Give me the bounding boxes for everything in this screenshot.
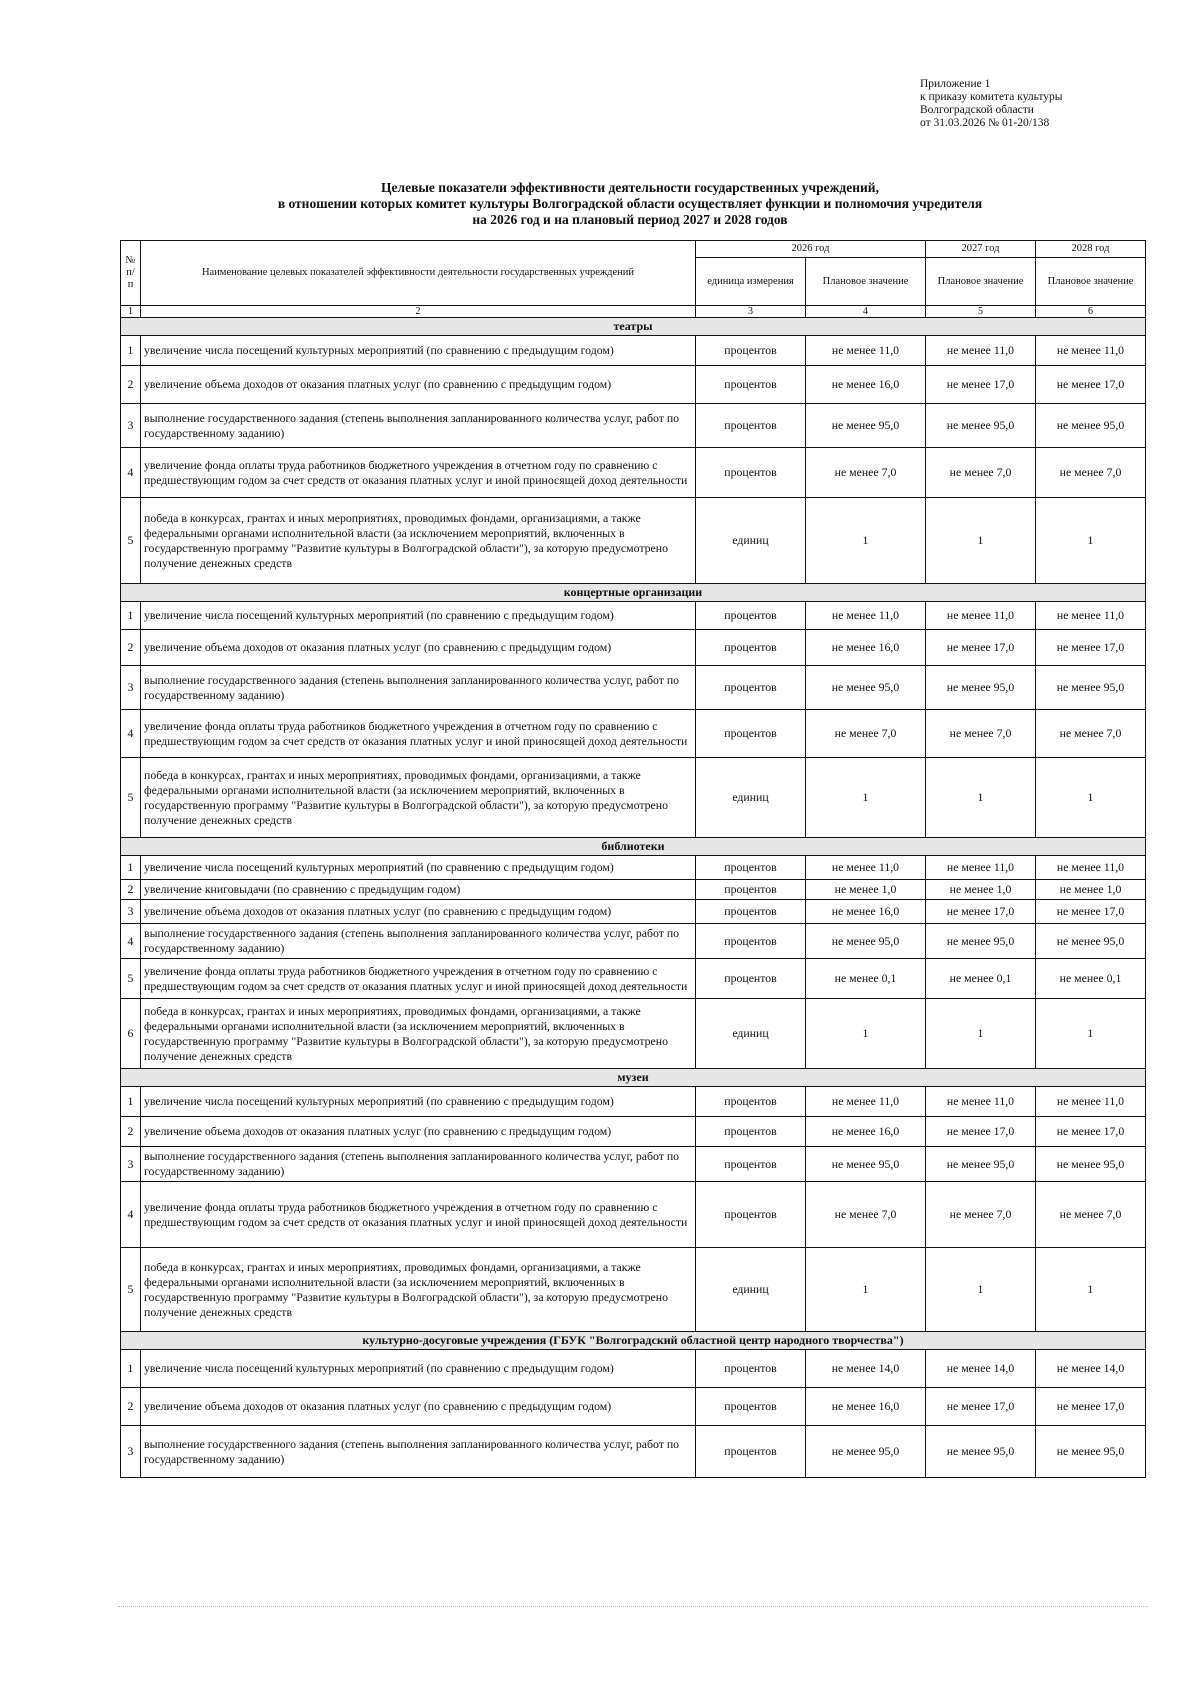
row-number: 5	[121, 498, 141, 584]
row-number: 3	[121, 666, 141, 710]
table-row	[121, 1388, 1146, 1426]
value-2026: не менее 95,0	[806, 924, 926, 959]
row-number: 2	[121, 366, 141, 404]
unit-cell: процентов	[696, 1087, 806, 1117]
row-number: 1	[121, 602, 141, 630]
row-number: 4	[121, 1182, 141, 1248]
value-2028: не менее 95,0	[1036, 1426, 1146, 1478]
value-2027: 1	[926, 758, 1036, 838]
section-header-row	[121, 318, 1146, 336]
value-2026: не менее 16,0	[806, 900, 926, 924]
unit-cell: процентов	[696, 1117, 806, 1147]
value-2028: 1	[1036, 498, 1146, 584]
table-row	[121, 1087, 1146, 1117]
unit-cell: единиц	[696, 758, 806, 838]
table-row	[121, 666, 1146, 710]
document-title	[110, 180, 1150, 228]
table-row	[121, 900, 1146, 924]
value-2026: не менее 16,0	[806, 1388, 926, 1426]
value-2027: не менее 17,0	[926, 630, 1036, 666]
value-2026: не менее 14,0	[806, 1350, 926, 1388]
section-header-row	[121, 838, 1146, 856]
table-row	[121, 630, 1146, 666]
value-2028: не менее 17,0	[1036, 366, 1146, 404]
unit-cell: процентов	[696, 448, 806, 498]
table-row	[121, 959, 1146, 999]
value-2027: не менее 17,0	[926, 1388, 1036, 1426]
value-2026: не менее 7,0	[806, 448, 926, 498]
table-row	[121, 924, 1146, 959]
row-number: 3	[121, 900, 141, 924]
row-number: 2	[121, 880, 141, 900]
indicators-table	[120, 240, 1146, 1478]
unit-cell: процентов	[696, 666, 806, 710]
table-row	[121, 336, 1146, 366]
value-2028: не менее 7,0	[1036, 448, 1146, 498]
section-title: театры	[121, 318, 1146, 336]
section-header-row	[121, 1332, 1146, 1350]
table-row	[121, 448, 1146, 498]
row-number: 1	[121, 1350, 141, 1388]
row-number: 4	[121, 710, 141, 758]
section-header-row	[121, 584, 1146, 602]
table-row	[121, 404, 1146, 448]
column-number: 1	[121, 306, 141, 318]
unit-cell: процентов	[696, 924, 806, 959]
appendix-line: Приложение 1	[920, 78, 991, 90]
header-year-2027: 2027 год	[926, 241, 1036, 258]
row-number: 5	[121, 1248, 141, 1332]
unit-cell: процентов	[696, 1350, 806, 1388]
page-bottom-divider	[118, 1606, 1148, 1607]
value-2027: не менее 95,0	[926, 1426, 1036, 1478]
unit-cell: процентов	[696, 1426, 806, 1478]
indicator-name: увеличение объема доходов от оказания платных услуг (по сравнению с предыдущим годом)	[141, 630, 696, 666]
value-2026: не менее 16,0	[806, 366, 926, 404]
section-title: музеи	[121, 1069, 1146, 1087]
indicator-name: увеличение фонда оплаты труда работников бюджетного учреждения в отчетном году по сравнению с предшествующим годом за счет средств от оказания платных услуг и иной приносящей доход деятельности	[141, 710, 696, 758]
table-row	[121, 1248, 1146, 1332]
value-2028: не менее 95,0	[1036, 666, 1146, 710]
row-number: 2	[121, 630, 141, 666]
unit-cell: процентов	[696, 404, 806, 448]
value-2028: 1	[1036, 758, 1146, 838]
value-2028: не менее 17,0	[1036, 1388, 1146, 1426]
row-number: 5	[121, 758, 141, 838]
value-2028: не менее 17,0	[1036, 900, 1146, 924]
table-row	[121, 1350, 1146, 1388]
unit-cell: процентов	[696, 366, 806, 404]
section-title: культурно-досуговые учреждения (ГБУК "Волгоградский областной центр народного творчества")	[121, 1332, 1146, 1350]
unit-cell: единиц	[696, 498, 806, 584]
unit-cell: процентов	[696, 856, 806, 880]
indicator-name: увеличение объема доходов от оказания платных услуг (по сравнению с предыдущим годом)	[141, 1388, 696, 1426]
value-2028: не менее 14,0	[1036, 1350, 1146, 1388]
table-row	[121, 498, 1146, 584]
value-2026: не менее 7,0	[806, 710, 926, 758]
value-2026: не менее 11,0	[806, 336, 926, 366]
header-year-2028: 2028 год	[1036, 241, 1146, 258]
unit-cell: процентов	[696, 336, 806, 366]
header-name: Наименование целевых показателей эффективности деятельности государственных учреждений	[141, 241, 696, 306]
value-2028: не менее 11,0	[1036, 1087, 1146, 1117]
table-row	[121, 710, 1146, 758]
value-2028: не менее 95,0	[1036, 1147, 1146, 1182]
title-line: Целевые показатели эффективности деятельности государственных учреждений,	[381, 180, 879, 195]
value-2026: не менее 1,0	[806, 880, 926, 900]
value-2027: не менее 7,0	[926, 448, 1036, 498]
value-2026: 1	[806, 758, 926, 838]
column-numbers-row	[121, 306, 1146, 318]
value-2026: не менее 95,0	[806, 1147, 926, 1182]
column-number: 2	[141, 306, 696, 318]
indicator-name: победа в конкурсах, грантах и иных мероприятиях, проводимых фондами, организациями, а также федеральными органами исполнительной власти (за исключением мероприятий, включенных в государственную программу "Развитие культуры в Волгоградской области"), за которую предусмотрено получение денежных средств	[141, 498, 696, 584]
row-number: 1	[121, 856, 141, 880]
header-num: № п/п	[121, 241, 141, 306]
table-row	[121, 758, 1146, 838]
row-number: 4	[121, 448, 141, 498]
row-number: 6	[121, 999, 141, 1069]
value-2026: не менее 95,0	[806, 666, 926, 710]
value-2026: не менее 95,0	[806, 404, 926, 448]
value-2027: 1	[926, 498, 1036, 584]
value-2027: не менее 11,0	[926, 1087, 1036, 1117]
column-number: 3	[696, 306, 806, 318]
header-unit: единица измерения	[696, 258, 806, 306]
unit-cell: процентов	[696, 1388, 806, 1426]
unit-cell: процентов	[696, 959, 806, 999]
row-number: 2	[121, 1117, 141, 1147]
indicator-name: увеличение фонда оплаты труда работников бюджетного учреждения в отчетном году по сравнению с предшествующим годом за счет средств от оказания платных услуг и иной приносящей доход деятельности	[141, 448, 696, 498]
value-2028: не менее 17,0	[1036, 630, 1146, 666]
table-row	[121, 366, 1146, 404]
value-2026: не менее 0,1	[806, 959, 926, 999]
value-2027: 1	[926, 1248, 1036, 1332]
unit-cell: единиц	[696, 999, 806, 1069]
title-line: в отношении которых комитет культуры Волгоградской области осуществляет функции и полномочия учредителя	[277, 196, 983, 211]
unit-cell: процентов	[696, 1147, 806, 1182]
unit-cell: процентов	[696, 1182, 806, 1248]
value-2026: 1	[806, 999, 926, 1069]
table-row	[121, 880, 1146, 900]
table-row	[121, 1117, 1146, 1147]
row-number: 4	[121, 924, 141, 959]
value-2027: не менее 95,0	[926, 1147, 1036, 1182]
section-title: концертные организации	[121, 584, 1146, 602]
indicator-name: увеличение числа посещений культурных мероприятий (по сравнению с предыдущим годом)	[141, 1087, 696, 1117]
value-2026: не менее 7,0	[806, 1182, 926, 1248]
value-2027: 1	[926, 999, 1036, 1069]
value-2027: не менее 95,0	[926, 404, 1036, 448]
unit-cell: единиц	[696, 1248, 806, 1332]
value-2026: не менее 11,0	[806, 602, 926, 630]
value-2026: 1	[806, 498, 926, 584]
table-row	[121, 1147, 1146, 1182]
header-plan-2026: Плановое значение	[806, 258, 926, 306]
table-row	[121, 999, 1146, 1069]
value-2027: не менее 7,0	[926, 1182, 1036, 1248]
value-2026: не менее 95,0	[806, 1426, 926, 1478]
row-number: 3	[121, 1147, 141, 1182]
value-2027: не менее 1,0	[926, 880, 1036, 900]
value-2028: не менее 7,0	[1036, 710, 1146, 758]
value-2026: не менее 16,0	[806, 1117, 926, 1147]
indicator-name: увеличение книговыдачи (по сравнению с предыдущим годом)	[141, 880, 696, 900]
appendix-line: от 31.03.2026 № 01-20/138	[920, 117, 1050, 129]
indicator-name: увеличение числа посещений культурных мероприятий (по сравнению с предыдущим годом)	[141, 602, 696, 630]
unit-cell: процентов	[696, 880, 806, 900]
header-plan-2027: Плановое значение	[926, 258, 1036, 306]
value-2027: не менее 95,0	[926, 666, 1036, 710]
value-2028: не менее 17,0	[1036, 1117, 1146, 1147]
value-2028: не менее 95,0	[1036, 924, 1146, 959]
indicator-name: увеличение числа посещений культурных мероприятий (по сравнению с предыдущим годом)	[141, 856, 696, 880]
value-2027: не менее 0,1	[926, 959, 1036, 999]
value-2027: не менее 95,0	[926, 924, 1036, 959]
section-header-row	[121, 1069, 1146, 1087]
table-row	[121, 856, 1146, 880]
column-number: 5	[926, 306, 1036, 318]
indicator-name: победа в конкурсах, грантах и иных мероприятиях, проводимых фондами, организациями, а также федеральными органами исполнительной власти (за исключением мероприятий, включенных в государственную программу "Развитие культуры в Волгоградской области"), за которую предусмотрено получение денежных средств	[141, 758, 696, 838]
indicator-name: увеличение объема доходов от оказания платных услуг (по сравнению с предыдущим годом)	[141, 1117, 696, 1147]
indicator-name: увеличение числа посещений культурных мероприятий (по сравнению с предыдущим годом)	[141, 1350, 696, 1388]
value-2028: не менее 7,0	[1036, 1182, 1146, 1248]
table-row	[121, 1426, 1146, 1478]
table-row	[121, 602, 1146, 630]
row-number: 3	[121, 404, 141, 448]
value-2028: 1	[1036, 1248, 1146, 1332]
value-2027: не менее 14,0	[926, 1350, 1036, 1388]
indicator-name: победа в конкурсах, грантах и иных мероприятиях, проводимых фондами, организациями, а также федеральными органами исполнительной власти (за исключением мероприятий, включенных в государственную программу "Развитие культуры в Волгоградской области"), за которую предусмотрено получение денежных средств	[141, 1248, 696, 1332]
row-number: 1	[121, 1087, 141, 1117]
indicator-name: выполнение государственного задания (степень выполнения запланированного количества услуг, работ по государственному заданию)	[141, 924, 696, 959]
value-2028: не менее 11,0	[1036, 856, 1146, 880]
indicator-name: увеличение объема доходов от оказания платных услуг (по сравнению с предыдущим годом)	[141, 900, 696, 924]
appendix-line: к приказу комитета культуры	[920, 91, 1063, 103]
unit-cell: процентов	[696, 630, 806, 666]
column-number: 6	[1036, 306, 1146, 318]
indicator-name: увеличение фонда оплаты труда работников бюджетного учреждения в отчетном году по сравнению с предшествующим годом за счет средств от оказания платных услуг и иной приносящей доход деятельности	[141, 1182, 696, 1248]
header-plan-2028: Плановое значение	[1036, 258, 1146, 306]
column-number: 4	[806, 306, 926, 318]
row-number: 1	[121, 336, 141, 366]
value-2027: не менее 11,0	[926, 856, 1036, 880]
value-2026: не менее 16,0	[806, 630, 926, 666]
value-2028: не менее 11,0	[1036, 336, 1146, 366]
value-2027: не менее 7,0	[926, 710, 1036, 758]
row-number: 2	[121, 1388, 141, 1426]
value-2028: не менее 1,0	[1036, 880, 1146, 900]
indicator-name: победа в конкурсах, грантах и иных мероприятиях, проводимых фондами, организациями, а также федеральными органами исполнительной власти (за исключением мероприятий, включенных в государственную программу "Развитие культуры в Волгоградской области"), за которую предусмотрено получение денежных средств	[141, 999, 696, 1069]
indicator-name: увеличение фонда оплаты труда работников бюджетного учреждения в отчетном году по сравнению с предшествующим годом за счет средств от оказания платных услуг и иной приносящей доход деятельности	[141, 959, 696, 999]
row-number: 5	[121, 959, 141, 999]
value-2026: 1	[806, 1248, 926, 1332]
section-title: библиотеки	[121, 838, 1146, 856]
value-2028: не менее 11,0	[1036, 602, 1146, 630]
header-year-2026: 2026 год	[696, 241, 926, 258]
indicator-name: выполнение государственного задания (степень выполнения запланированного количества услуг, работ по государственному заданию)	[141, 666, 696, 710]
row-number: 3	[121, 1426, 141, 1478]
value-2027: не менее 11,0	[926, 336, 1036, 366]
unit-cell: процентов	[696, 900, 806, 924]
table-header	[121, 241, 1146, 318]
unit-cell: процентов	[696, 710, 806, 758]
indicator-name: увеличение объема доходов от оказания платных услуг (по сравнению с предыдущим годом)	[141, 366, 696, 404]
value-2027: не менее 17,0	[926, 1117, 1036, 1147]
value-2026: не менее 11,0	[806, 1087, 926, 1117]
appendix-line: Волгоградской области	[920, 104, 1034, 116]
value-2027: не менее 11,0	[926, 602, 1036, 630]
value-2028: 1	[1036, 999, 1146, 1069]
title-line: на 2026 год и на плановый период 2027 и 2028 годов	[472, 212, 788, 227]
value-2028: не менее 95,0	[1036, 404, 1146, 448]
value-2026: не менее 11,0	[806, 856, 926, 880]
indicator-name: выполнение государственного задания (степень выполнения запланированного количества услуг, работ по государственному заданию)	[141, 404, 696, 448]
table-body	[121, 318, 1146, 1478]
table-row	[121, 1182, 1146, 1248]
value-2027: не менее 17,0	[926, 366, 1036, 404]
unit-cell: процентов	[696, 602, 806, 630]
indicator-name: увеличение числа посещений культурных мероприятий (по сравнению с предыдущим годом)	[141, 336, 696, 366]
value-2028: не менее 0,1	[1036, 959, 1146, 999]
appendix-block	[920, 78, 1063, 130]
indicator-name: выполнение государственного задания (степень выполнения запланированного количества услуг, работ по государственному заданию)	[141, 1426, 696, 1478]
indicator-name: выполнение государственного задания (степень выполнения запланированного количества услуг, работ по государственному заданию)	[141, 1147, 696, 1182]
value-2027: не менее 17,0	[926, 900, 1036, 924]
